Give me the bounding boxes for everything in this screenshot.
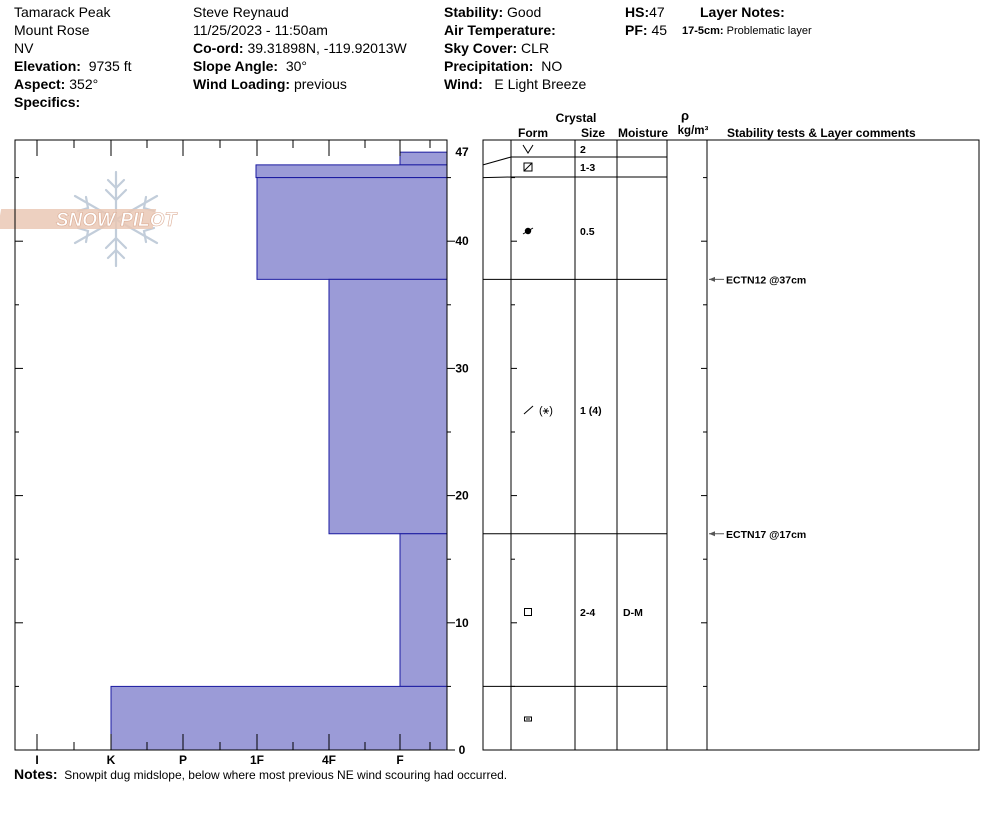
faceted-icon xyxy=(525,609,532,616)
crystal-size: 1-3 xyxy=(580,162,596,174)
pf-value: 45 xyxy=(651,22,668,38)
moisture-value: D-M xyxy=(623,607,643,619)
hardness-top-ticks xyxy=(37,140,430,156)
air-temp-row: Air Temperature: xyxy=(444,22,556,38)
logo-text: SNOW PILOT xyxy=(55,210,177,231)
elevation-value: 9735 ft xyxy=(88,58,132,74)
rounded-facet-mark xyxy=(524,406,533,414)
crystal-size: 1 (4) xyxy=(580,405,602,417)
sky-value: CLR xyxy=(521,40,550,56)
notes xyxy=(14,766,507,782)
wind-row: Wind: E Light Breeze xyxy=(444,76,587,92)
slope-value: 30° xyxy=(285,58,307,74)
melt-form-icon xyxy=(523,228,533,234)
layer-notes-title: Layer Notes: xyxy=(700,4,785,20)
depth-label: 30 xyxy=(455,361,469,376)
layer-connector xyxy=(483,177,511,178)
test-arrow-head xyxy=(709,531,715,536)
crystal-forms xyxy=(523,145,553,721)
state-name: NV xyxy=(14,40,34,56)
crystal-table-frame xyxy=(483,140,979,750)
depth-label: 10 xyxy=(455,615,469,630)
depth-label: 20 xyxy=(455,488,469,503)
table-depth-ticks xyxy=(511,178,707,687)
aspect-value: 352° xyxy=(69,76,99,92)
stability-test-label: ECTN12 @37cm xyxy=(726,274,807,287)
depth-label: 47 xyxy=(455,145,469,160)
range-name: Mount Rose xyxy=(14,22,90,38)
hardness-bar-3 xyxy=(329,279,447,533)
surface-hoar-mark xyxy=(523,145,533,153)
specifics-row: Specifics: xyxy=(14,94,81,110)
density-unit: kg/m³ xyxy=(677,125,709,137)
hardness-bars xyxy=(111,152,447,750)
hardness-label: 1F xyxy=(249,753,265,767)
crystal-sizes xyxy=(580,144,602,619)
wind-loading-value: previous xyxy=(293,76,347,92)
hardness-bar-4 xyxy=(400,534,447,687)
crystal-size: 2-4 xyxy=(580,607,596,619)
facet-slash xyxy=(524,163,532,171)
facet-box xyxy=(525,609,532,616)
hs-row: HS:47 xyxy=(625,4,665,20)
size-header: Size xyxy=(580,126,606,140)
hardness-label: K xyxy=(106,753,116,767)
wind-value: E Light Breeze xyxy=(494,76,587,92)
stability-value: Good xyxy=(507,4,542,20)
elevation-row: Elevation: 9735 ft xyxy=(14,58,132,74)
datetime: 11/25/2023 - 11:50am xyxy=(193,22,328,38)
coord-value: 39.31898N, -119.92013W xyxy=(247,40,407,56)
test-arrow-head xyxy=(709,277,715,282)
stability-row: Stability: Good xyxy=(444,4,542,20)
hs-value: 47 xyxy=(649,4,665,20)
form-header: Form xyxy=(518,126,548,140)
hardness-label: I xyxy=(35,753,39,767)
surface-hoar-icon xyxy=(523,145,533,153)
hardness-bar-5 xyxy=(111,686,447,750)
crystal-header: Crystal xyxy=(555,111,597,125)
ice-layer-icon xyxy=(525,717,532,721)
aspect-row: Aspect: 352° xyxy=(14,76,99,92)
secondary-form: (⚹) xyxy=(539,405,553,417)
stability-tests-header: Stability tests & Layer comments xyxy=(727,126,916,140)
precip-value: NO xyxy=(541,58,563,74)
hardness-bar-2 xyxy=(257,178,447,280)
depth-axis-labels xyxy=(455,145,469,757)
column-headers xyxy=(518,108,916,140)
hardness-label: 4F xyxy=(321,753,337,767)
precip-row: Precipitation: NO xyxy=(444,58,563,74)
stability-test-label: ECTN17 @17cm xyxy=(726,528,807,541)
layer-connector xyxy=(483,157,511,165)
hardness-bar-1 xyxy=(256,165,447,178)
moisture-header: Moisture xyxy=(617,126,669,140)
faceted-icon xyxy=(524,163,532,171)
layer-note-range: 17-5cm: xyxy=(682,25,724,37)
stability-tests xyxy=(709,274,806,540)
slope-row: Slope Angle: 30° xyxy=(193,58,307,74)
pf-row: PF: 45 xyxy=(625,22,668,38)
snowpilot-logo xyxy=(0,172,178,266)
wind-loading-row: Wind Loading: previous xyxy=(193,76,347,92)
notes-label: Notes: xyxy=(14,766,58,782)
depth-label: 0 xyxy=(458,743,466,757)
sky-row: Sky Cover: CLR xyxy=(444,40,550,56)
hardness-label: F xyxy=(396,753,404,767)
layer-connectors xyxy=(483,157,511,686)
hardness-label: P xyxy=(178,753,188,767)
hardness-bar-0 xyxy=(400,152,447,165)
layer-note-text: Problematic layer xyxy=(726,25,812,37)
crystal-size: 2 xyxy=(580,144,586,156)
location-name: Tamarack Peak xyxy=(14,4,111,20)
observer-name: Steve Reynaud xyxy=(193,4,289,20)
hardness-axis-labels xyxy=(35,753,403,767)
rounded-facet-icon xyxy=(524,405,553,417)
notes-text: Snowpit dug midslope, below where most previous NE wind scouring had occurred. xyxy=(64,768,508,782)
coord-row: Co-ord: 39.31898N, -119.92013W xyxy=(193,40,407,56)
depth-label: 40 xyxy=(455,234,469,249)
crystal-size: 0.5 xyxy=(580,226,595,238)
density-symbol: ρ xyxy=(680,108,690,123)
moisture-values xyxy=(623,607,643,619)
